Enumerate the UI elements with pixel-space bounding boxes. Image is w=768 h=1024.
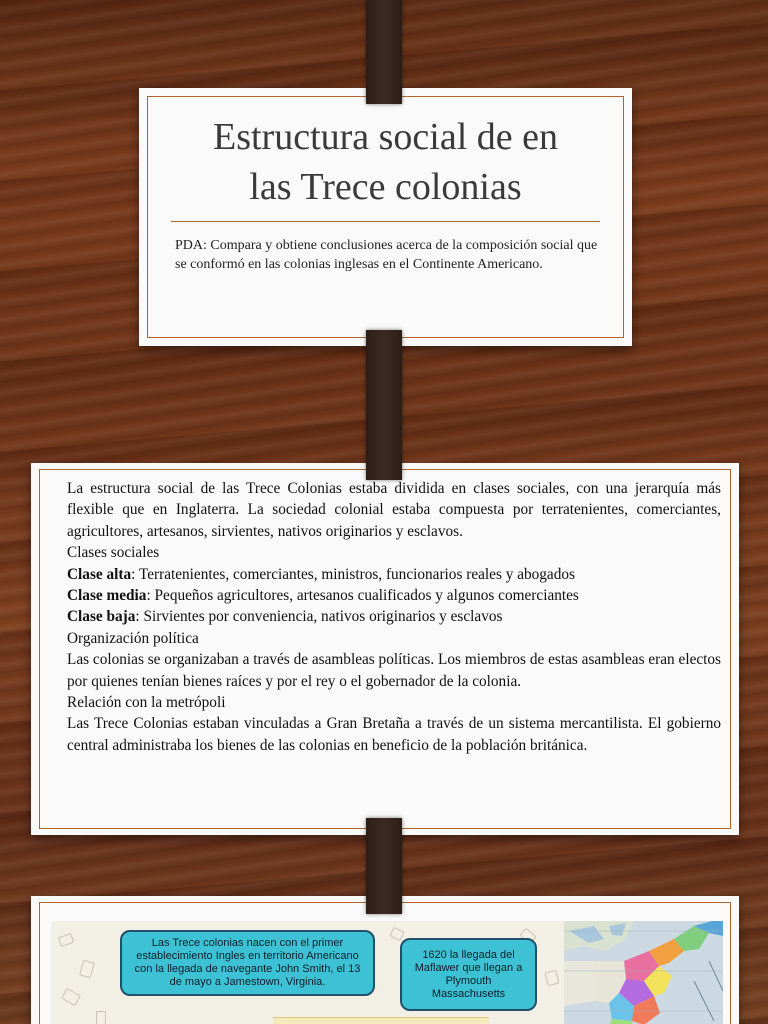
doodle-shape [544,970,559,987]
jamestown-bubble [120,930,375,996]
title-divider [171,221,600,222]
organizacion-paragraph: Las colonias se organizaban a través de asambleas políticas. Los miembros de estas asambleas eran electos por quienes tenían bienes raíces y por el rey o el gobernador de la colonia. [67,651,721,690]
jamestown-bubble-text: Las Trece colonias nacen con el primer establecimiento Ingles en territorio Americano con la llegada de navegante John Smith, el 13 de mayo a Jamestown, Virginia. [134,937,361,988]
clase-alta-text: : Terratenientes, comerciantes, ministros, funcionarios reales y abogados [131,565,575,583]
content-body [67,478,721,756]
mayflower-bubble [400,938,537,1011]
ribbon-top [366,0,402,104]
ribbon-lower [366,818,402,914]
clase-media-label: Clase media [67,587,147,605]
clase-alta-label: Clase alta [67,565,132,583]
intro-paragraph: La estructura social de las Trece Colonias estaba dividida en clases sociales, con una jerarquía más flexible que en Inglaterra. La sociedad colonial estaba compuesta por terratenientes, comerciantes, agricultores, artesanos, sirvientes, nativos originarios y esclavos. [67,480,721,540]
relacion-heading: Relación con la metrópoli [67,694,226,712]
colonies-map [564,921,723,1024]
clase-baja-label: Clase baja [67,608,136,626]
clase-alta-line [67,564,721,585]
timeline-bar [273,1017,489,1024]
colonies-map-graphic [564,921,723,1024]
title-slide [139,88,632,346]
content-slide [31,463,739,835]
title-line-1: Estructura social de en [212,116,559,158]
clase-baja-text: : Sirvientes por conveniencia, nativos originarios y esclavos [135,608,503,626]
clases-heading: Clases sociales [67,544,160,562]
mayflower-bubble-text: 1620 la llegada del Maflawer que llegan a Plymouth Massachusetts [414,948,523,1000]
timeline-illustration [51,921,723,1024]
clase-media-text: : Pequeños agricultores, artesanos cualificados y algunos comerciantes [146,587,579,605]
relacion-paragraph: Las Trece Colonias estaban vinculadas a Gran Bretaña a través de un sistema mercantilista. El gobierno central administraba los bienes de las colonias en beneficio de la población británica. [67,715,721,754]
slide-title [159,112,612,212]
doodle-shape [79,960,95,979]
pda-text: PDA: Compara y obtiene conclusiones acerca de la composición social que se conformó en las colonias inglesas en el Continente Americano. [175,238,598,272]
organizacion-heading: Organización política [67,629,199,647]
doodle-shape [61,988,81,1006]
doodle-shape [96,1011,106,1024]
doodle-shape [58,933,75,947]
clase-media-line [67,585,721,606]
doodle-shape [389,927,404,941]
clase-baja-line [67,606,721,627]
ribbon-middle [366,330,402,480]
timeline-slide [31,896,739,1024]
title-line-2: las Trece colonias [249,166,522,208]
